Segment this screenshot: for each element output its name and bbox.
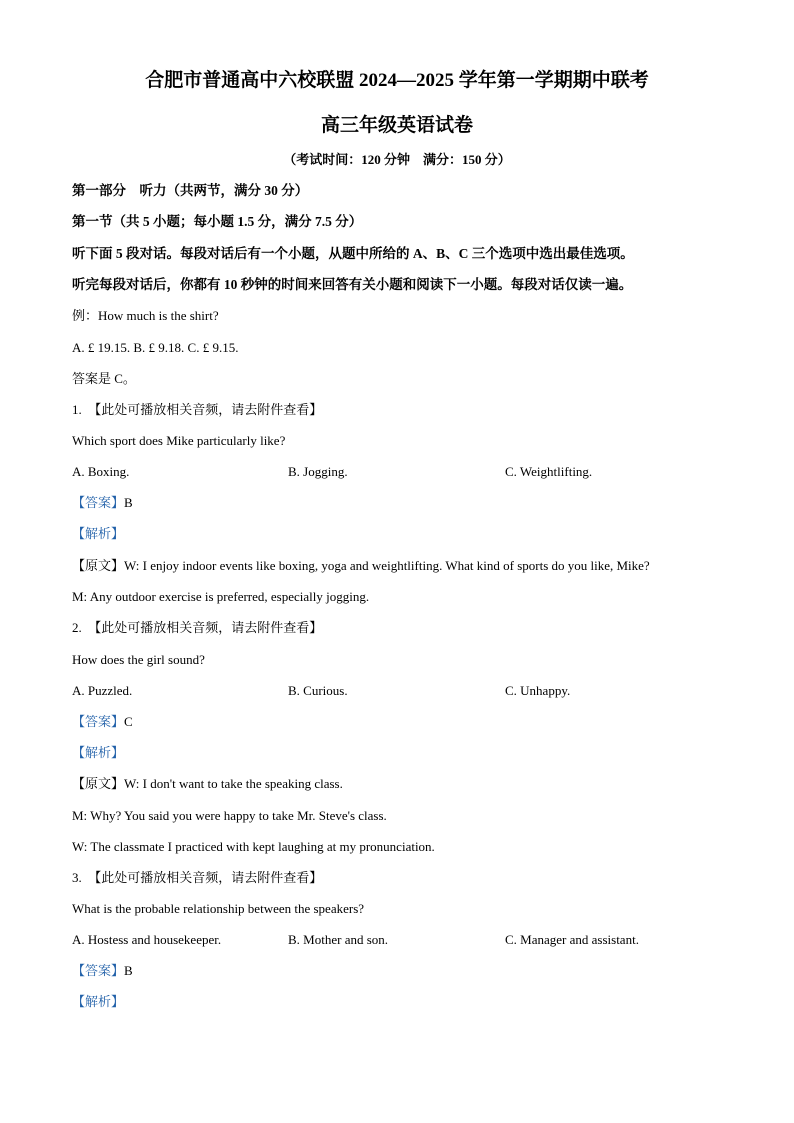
question-1-transcript-2: M: Any outdoor exercise is preferred, especially jogging. [72, 589, 370, 604]
question-3-option-b: B. Mother and son. [288, 932, 389, 947]
document-title: 合肥市普通高中六校联盟 2024—2025 学年第一学期期中联考 [145, 70, 649, 91]
question-2-header: 2. 【此处可播放相关音频，请去附件查看】 [72, 620, 323, 635]
question-1-analysis-label: 【解析】 [72, 526, 125, 541]
question-3-header: 3. 【此处可播放相关音频，请去附件查看】 [72, 870, 323, 885]
question-1-transcript-1 [72, 557, 650, 575]
example-answer: 答案是 C。 [72, 371, 136, 386]
example-options: A. £ 19.15. B. £ 9.18. C. £ 9.15. [72, 340, 239, 355]
question-1-option-b: B. Jogging. [288, 464, 348, 479]
question-3-option-c: C. Manager and assistant. [505, 932, 639, 947]
question-1-answer [72, 494, 133, 512]
original-label: 【原文】 [72, 776, 125, 791]
answer-label: 【答案】 [72, 714, 125, 729]
question-2-option-b: B. Curious. [288, 683, 348, 698]
question-1-header: 1. 【此处可播放相关音频，请去附件查看】 [72, 402, 323, 417]
question-2-option-a: A. Puzzled. [72, 683, 133, 698]
answer-label: 【答案】 [72, 963, 125, 978]
question-2-transcript-2: M: Why? You said you were happy to take Mr. Steve's class. [72, 808, 387, 823]
document-subtitle: 高三年级英语试卷 [320, 115, 473, 136]
instruction-line-2: 听完每段对话后，你都有 10 秒钟的时间来回答有关小题和阅读下一小题。每段对话仅读一遍。 [72, 277, 633, 292]
question-1-option-a: A. Boxing. [72, 464, 130, 479]
transcript-line: W: I don't want to take the speaking class. [124, 776, 343, 791]
question-3-analysis-label: 【解析】 [72, 994, 125, 1009]
answer-label: 【答案】 [72, 495, 125, 510]
answer-value: B [124, 495, 133, 510]
question-3-option-a: A. Hostess and housekeeper. [72, 932, 222, 947]
exam-info: （考试时间：120 分钟 满分：150 分） [283, 152, 511, 167]
question-2-stem: How does the girl sound? [72, 652, 205, 667]
section-heading: 第一节（共 5 小题；每小题 1.5 分，满分 7.5 分） [72, 214, 363, 229]
question-2-transcript-1 [72, 775, 343, 793]
instruction-line-1: 听下面 5 段对话。每段对话后有一个小题，从题中所给的 A、B、C 三个选项中选出最佳选项。 [72, 246, 634, 261]
original-label: 【原文】 [72, 558, 125, 573]
question-1-stem: Which sport does Mike particularly like? [72, 433, 286, 448]
question-3-answer [72, 962, 133, 980]
part-heading: 第一部分 听力（共两节，满分 30 分） [72, 183, 309, 198]
question-2-analysis-label: 【解析】 [72, 745, 125, 760]
question-1-option-c: C. Weightlifting. [505, 464, 593, 479]
question-2-answer [72, 713, 133, 731]
transcript-line: W: I enjoy indoor events like boxing, yoga and weightlifting. What kind of sports do you like, Mike? [124, 558, 650, 573]
example-question: 例：How much is the shirt? [72, 308, 219, 323]
answer-value: C [124, 714, 133, 729]
answer-value: B [124, 963, 133, 978]
question-2-option-c: C. Unhappy. [505, 683, 571, 698]
question-3-stem: What is the probable relationship between the speakers? [72, 901, 365, 916]
question-2-transcript-3: W: The classmate I practiced with kept laughing at my pronunciation. [72, 839, 435, 854]
